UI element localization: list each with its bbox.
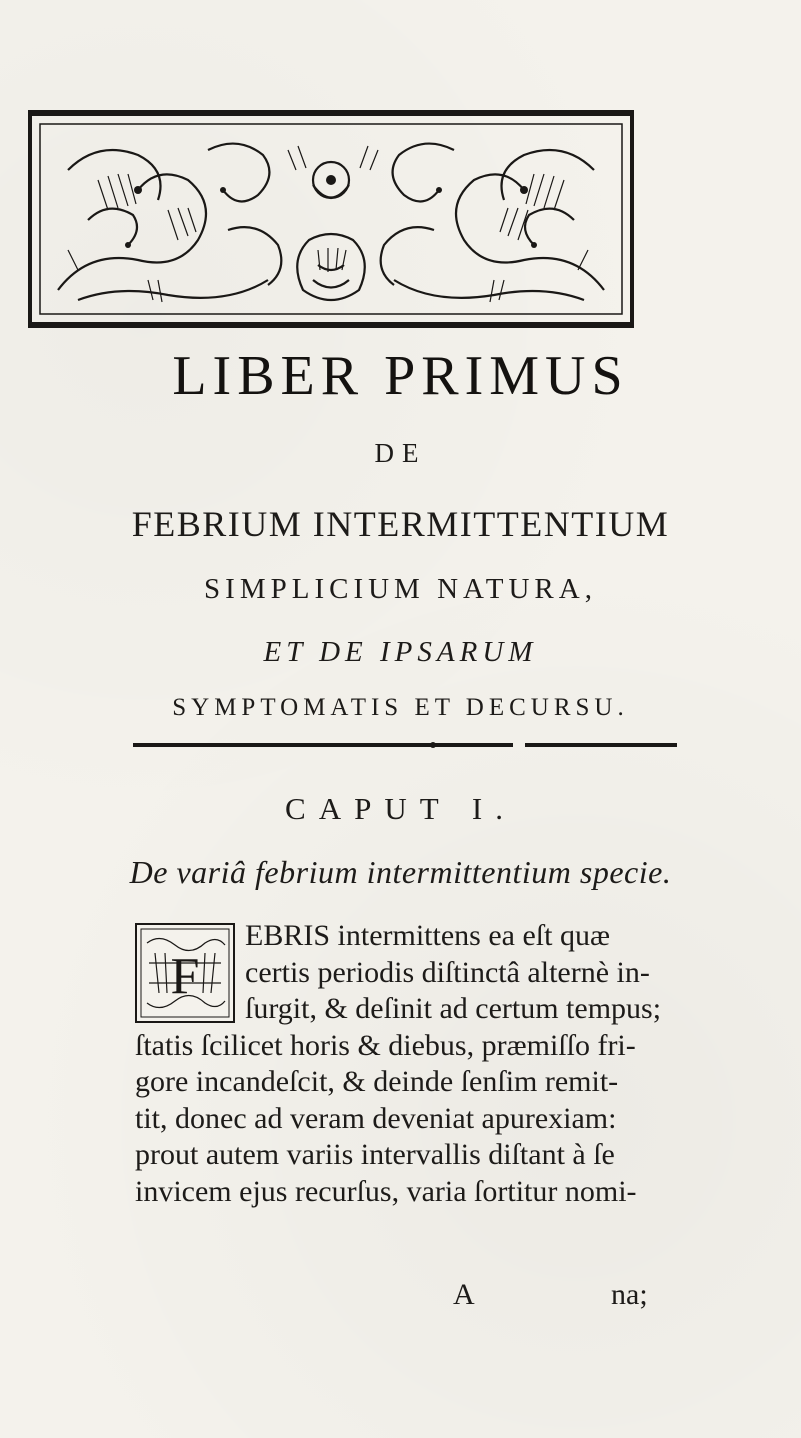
body-line-4: ſtatis ſcilicet horis & diebus, præmiſſo fri- xyxy=(135,1028,636,1062)
title-et-de: ET DE IPSARUM xyxy=(263,636,538,668)
body-line-3: ſurgit, & deſinit ad certum tempus; xyxy=(245,992,662,1025)
body-line-8: invicem ejus recurſus, varia ſortitur nomi- xyxy=(135,1174,637,1208)
initial-letter: F xyxy=(170,948,200,1005)
catchword: na; xyxy=(611,1278,648,1311)
page-footer xyxy=(0,1278,801,1318)
body-line-5: gore incandeſcit, & deinde ſenſim remit- xyxy=(135,1065,619,1098)
title-de: DE xyxy=(374,438,427,468)
body-paragraph xyxy=(135,918,695,1210)
body-line-1: EBRIS intermittens ea eſt quæ xyxy=(245,919,610,952)
ornamental-headpiece-icon xyxy=(28,110,634,328)
ornamental-rule xyxy=(133,741,677,749)
body-line-6: tit, donec ad veram deveniat apurexiam: xyxy=(135,1101,617,1135)
book-title: LIBER PRIMUS xyxy=(172,345,629,407)
chapter-heading: CAPUT I. xyxy=(285,791,516,826)
body-line-7: prout autem variis intervallis diſtant à ſe xyxy=(135,1138,615,1171)
title-simplicium: SIMPLICIUM NATURA, xyxy=(204,573,597,605)
title-symptomatis: SYMPTOMATIS ET DECURSU. xyxy=(172,694,629,721)
chapter-subtitle: De variâ febrium intermittentium specie. xyxy=(129,854,672,890)
body-line-2: certis periodis diſtinctâ alternè in- xyxy=(245,955,650,989)
signature-mark: A xyxy=(453,1278,475,1311)
title-febrium: FEBRIUM INTERMITTENTIUM xyxy=(131,504,670,544)
